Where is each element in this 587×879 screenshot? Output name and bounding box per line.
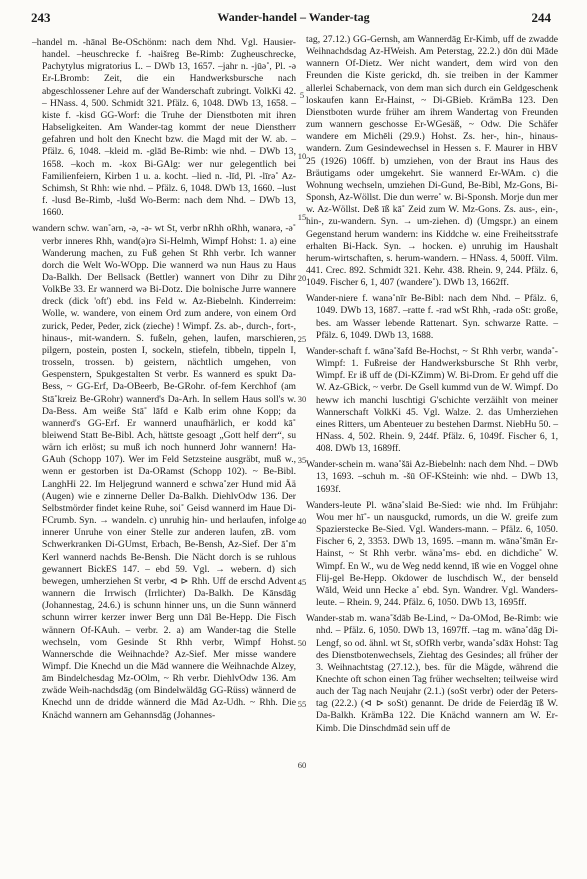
line-number-10: 10 <box>297 151 307 161</box>
entry-wandern-continued: tag, 27.12.) GG-Gernsh, am Wannerdāg Er-Kimb, uff de zwadde Weihnachdsdag Az-HWeish. Am Peterstag, 22.2.) dōn dūi Māde wannern Of-Dietz. Wer nicht wandert, dem wird von den Freunden die Kiste gerickd, dh. sie treiben in der Kammer allerlei Schabernack, von dem man sich durch ein Geldgeschenk loskaufen kann Er-Hainst, ~ Di-GBieb. KrämBa 123. Den Dienstboten wurde früher am ihrem Wandertag von Freunden zum wannern geschosse Er-WGesäß, ~ Odw. Die Schäfer wandere em Michēli (29.9.) Hohst. Zs. her-, hin-, hinaus-wandern. Zum Gesindewechsel in Hessen s. F. Maurer in HBV 25 (1926) 106ff. b) umziehen, von der Braut ins Haus des Bräutigams oder umgekehrt. Sie wannerd Er-WAm. c) die Wohnung wechseln, umziehen Di-Gund, Be-Bibl, Mz-Gons, Bi-Sponsh, Az-Wöllst. Die dun werre˚ w. Bi-Sponsh. Morje dun mer w. Az-Wöllst. Deß īß kā˚ Zeid zum W. Mz-Gons. Zs. aus-, ein-, hin-, zu-wandern. Syn. → um-ziehen. d) (Umgspr.) an einem Gegenstand herum wandern: ins Kiddche w. eine Freiheitsstrafe erhalten Bi-Hack. Syn. → hocken. e) unruhig im Haushalt herum-wirtschaften, s. herum-wandern. – HNass. 4, 500ff. Vilm. 441. Crec. 892. Schmidt 321. Kehr. 438. Rhein. 9, 244. Pfälz. 6, 1049. Fischer 6, 1, 407 (wandere˚). DWb 13, 1662ff. <box>306 34 558 289</box>
line-number-60: 60 <box>297 760 307 770</box>
line-number-40: 40 <box>297 516 307 526</box>
line-number-35: 35 <box>297 455 307 465</box>
running-title: Wander-handel – Wander-tag <box>217 10 370 24</box>
line-number-15: 15 <box>297 212 307 222</box>
line-number-25: 25 <box>297 334 307 344</box>
page-header <box>0 10 587 28</box>
line-number-30: 30 <box>297 394 307 404</box>
line-number-20: 20 <box>297 273 307 283</box>
entry-wander-stab: Wander-stab m. wanǝ˚šdāb Be-Lind, ~ Da-OMod, Be-Rimb: wie nhd. – Pfälz. 6, 1050. DWb 13, 1697ff. –tag m. wānǝ˚dāg Di-Lengf, so od. ähnl. wt St, sOfRh verbr, wandǝ˚sdāx Hohst: Tag des Dienstbotenwechsels, Ziehtag des Gesindes; all früher der 3. Weihnachtstag (27.12.), bes. für die Mägde, während die Knechte oft schon einen Tag früher wechselten; teilweise wird auch der Tag nach Neujahr (2.1.) (soSt verbr) oder der Peters-tag (22.2.) (⊲ ⊳ soSt) genannt. De dride de Feierdāg īß W. Da-Balkh. KrämBa 122. Die Knächd wannern am W. Er-Kimb. Die Dinschdmād sein uff de <box>306 613 558 734</box>
line-number-55: 55 <box>297 699 307 709</box>
line-number-45: 45 <box>297 577 307 587</box>
entry-wandern: wandern schw. wan˚ǝrn, -ǝ, -ǝ- wt St, verbr nRhh oRhh, wanǝrǝ, -ǝ˚ verbr inneres Rhh, wand(ǝ)rǝ Si-Helmh, Wimpf Hohst: 1. a) eine Wanderung machen, zu Fuß gehen St Rhh verbr. Ich wanner dorch die Welt Wo-WOpp. Die wannerd wǝ nun Haus zu Haus Da-Balkh. Der Bellsack (Bettler) wannert von Dihr zu Dihr VolkBe 33. Er wannerd wǝ Bi-Dotz. Die bolnische Jurre wannere dreck (dick 'oft') ebd. ins Feld w. Az-Biebelnh. Kinderreim: Wolle, w. wandere, von einem Ord zum andere, von einem Ord zurick, Peder, Peder, zick (zieche) ! Wimpf. Zs. ab-, durch-, fort-, hinaus-, mit-wandern. S. fußeln, gehen, laufen, marschieren, pilgern, postein, posten I, sockeln, stiefeln, tibbeln, tippeln I, trosseln, trossen. b) geistern, nächtlich umgehen, von Gespenstern, Spukgestalten St verbr. Es wannerd es spukt Da-Bess, ~ GG-Erf, Da-OBeerb, Be-GRohr. of-fem Kerchhof (am Stā˚kreiz Be-GRohr) wannerd's Da-Arh. In sellem Haus soll's w. Da-Bess. Am weiße Stā˚ lāfd e Kalb erim ohne Kopp; da wannerd's GG-Erf. Er wannerd unaufhärlich, er kodd kā˚ bleiwend Statt Be-Bibl. Ach, hättste gesoagt „Gott helf derr“, su wärn ich erlöst; su muß ich noch hunnerd Johr wannern! Ha-GAuh (Schopp 107). Wer im Feld Setzsteine ausgräbt, muß w., wenn er gestorben ist Da-ORamst (Schopp 102). ~ Be-Bibl. LanghHi 22. Im Heljegrund wannerd e schwa˚zer Hund mid Ää (Augen) wie e zinnerne Deller Da-Balkh. DiehlvOdw 136. Der Selbstmörder findet keine Ruhe, soi˚ Geisd wannerd im Haue Di-FCrumb. Syn. → wandeln. c) unruhig hin- und herlaufen, infolge innerer Unruhe von einer Stelle zur anderen laufen, zB. vom Schwerkranken Di-GUmst, Erbach, Be-Bensh, Az-Sief. Der ā˚m Kerl wannerd nachds Be-Bensh. Die Nächt dorch is se ruhlous gewannert BickES 147. – ebd 59. Vgl. → webern. d) sich bewegen, umherziehen St verbr, ⊲ ⊳ Rhh. Uff de erschd Advent wannern die Irrwisch (Irrlichter) Da-Balkh. De Kānsdāg (Johannestag, 24.6.) is schunn hinner uns, un die Sunn wännerd schunn wirrer kerzer inwer Berg unn Dāl Be-Hepp. Die Fisch wännern Of-KAuh. – verbr. 2. a) am Wander-tag die Stelle wechseln, vom Gesinde St Rhh verbr, Wimpf Hohst. Wannerschde die Weihnachde? Az-Sief. Mer misse wandere Wimpf. Die Knechd un die Mād wannere die Weihnachde Alzey, ām Bindelchesdag Mz-OOlm, ~ Rh verbr. DiehlvOdw 136. Am zwäde Weih-nachdsdāg (om Bindelwäldāg GG-Rüss) wännerd de Knechd unn de dridde wännerd die Mād Az-Udh. ~ Rhh. Die Knächd wannern am Gehannsdāg (Johannes- <box>32 223 296 721</box>
entry-wanders-leute: Wanders-leute Pl. wānǝ˚slaid Be-Sied: wie nhd. Im Frühjahr: Wou mer hī˚- un nausguckd, rumords, un die W. greife zum Spazierstecke Be-Sied. Vgl. Wanders-mann. – Pfälz. 6, 1050. Fischer 6, 2, 3353. DWb 13, 1695. –mann m. wānǝ˚šmān Er-Hainst, ~ St Rhh verbr. wänǝ˚ms- ebd. en dichdiche˚ W. Wimpf. En W., wu de Weg nedd kennd, īß wie en Voggel ohne Flij-gel Be-Hepp. Okdower de luschdisch W., der benseld Wāld, Weid unn Hecke a˚ ebd. Syn. Wandrer. Vgl. Wanders-leute. – Rhein. 9, 244. Pfälz. 6, 1050. DWb 13, 1695ff. <box>306 499 558 609</box>
entry-wander-schein: Wander-schein m. wanǝ˚šāi Az-Biebelnh: nach dem Nhd. – DWb 13, 1693. –schuh m. -šū OF-KSteinh: wie nhd. – DWb 13, 1693f. <box>306 459 558 495</box>
page-number-left: 243 <box>31 10 51 25</box>
page-number-right: 244 <box>531 10 551 25</box>
line-number-5: 5 <box>299 90 305 100</box>
line-number-50: 50 <box>297 638 307 648</box>
right-column <box>306 34 558 739</box>
entry-wander-niere: Wander-niere f. wanǝ˚nīr Be-Bibl: nach dem Nhd. – Pfälz. 6, 1049. DWb 13, 1687. –ratte f. -rad wSt Rhh, -radǝ oSt: große, bes. am Wasser lebende Rattenart. Syn. schwarze Ratte. – Pfälz. 6, 1049. DWb 13, 1688. <box>306 293 558 341</box>
left-column <box>32 34 296 726</box>
entry-wander-handel: –handel m. -hānǝl Be-OSchönm: nach dem Nhd. Vgl. Hausier-handel. –heuschrecke f. -haišreg Be-Rimb: Zugheuschrecke, Pachytylus migratorius L. – DWb 13, 1657. –jahr n. -jūǝ˚, Pl. -ǝ Er-LBromb: Zeit, die ein Handwerksbursche nach abgeschlossener Lehre auf der Wanderschaft zubringt. VolkKi 42. – HNass. 4, 500. Schmidt 321. Pfälz. 6, 1048. DWb 13, 1658. –kiste f. -kisd GG-Worf: die Truhe der Dienstboten mit ihren Habseligkeiten. Am Wander-tag kommt der neue Dienstherr gefahren und holt den Knecht bzw. die Magd mit der W. ab. – Pfälz. 6, 1048. –kleid m. -glād Be-Rimb: wie nhd. – DWb 13, 1658. –koch m. -kox Bi-GAlg: wer nur gelegentlich bei Familienfeiern, Kirben 1 u. a. kocht. –lied n. -līd, Pl. -līrǝ˚ Az-Schimsh, St Rhh: wie nhd. – Pfälz. 6, 1048. DWb 13, 1660. –lust f. -lusd Be-Rimb, -lušd Wo-Berm: nach dem Nhd. – DWb 13, 1660. <box>32 37 296 219</box>
entry-wander-schaft: Wander-schaft f. wānǝ˚šafd Be-Hochst, ~ St Rhh verbr, wandǝ˚- Wimpf: 1. Fußreise der Handwerksbursche St Rhh verbr, Wimpf. Er iß uff de (Di-KZimm) W. Bi-Drom. Er gehd uff die W. Az-GBick, ~ verbr. De Gsell kummd vun de W. Wimpf. Do heww ich manchi luschtigi G'schichte verzäihlt von meiner Wannerschaft VolkKi 45. Vgl. Walze. 2. das Umherziehen eines Ritters, um Abenteuer zu bestehen Darmst. NiebHu 50. – HNass. 4, 502. Rhein. 9, 244f. Pfälz. 6, 1049f. Fischer 6, 1, 408. DWb 13, 1689ff. <box>306 345 558 455</box>
